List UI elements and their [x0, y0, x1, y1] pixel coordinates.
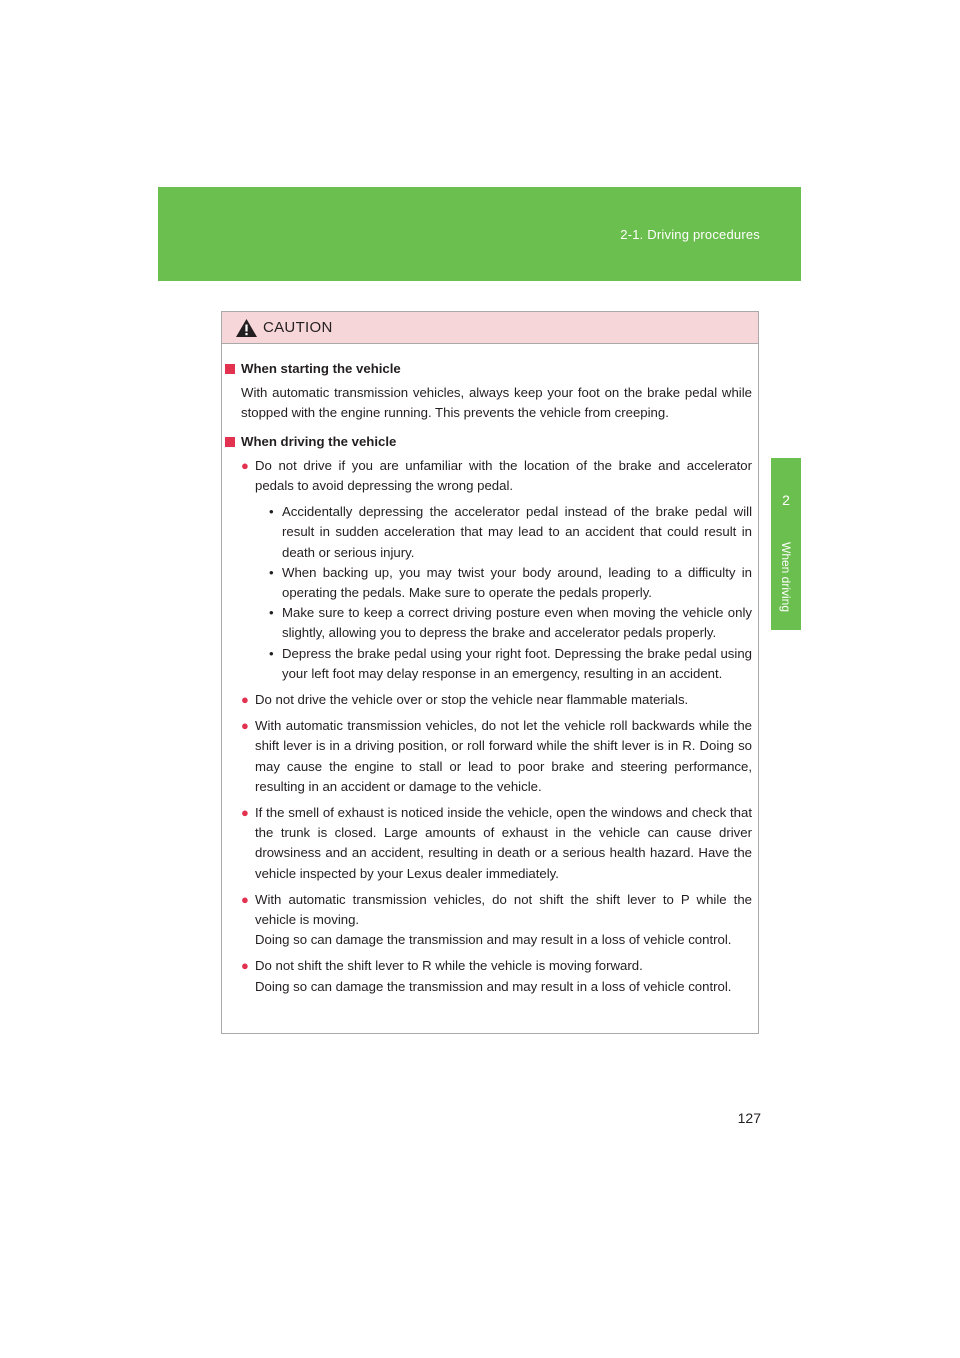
- sub-list-item: • Accidentally depressing the accelerator pedal instead of the brake pedal will result in sudden acceleration that may lead to an accident that could result in death or serious injury.: [269, 504, 752, 560]
- sub-list-item: • Depress the brake pedal using your right foot. Depressing the brake pedal using your left foot may delay response in an emergency, resulting in an accident.: [269, 645, 752, 681]
- list-item: ● Do not drive the vehicle over or stop the vehicle near flammable materials.: [225, 690, 752, 710]
- circle-bullet-icon: ●: [241, 692, 249, 708]
- circle-bullet-icon: ●: [241, 958, 249, 974]
- sub-list-item: • When backing up, you may twist your body around, leading to a difficulty in operating the pedals. Make sure to operate the pedals properly.: [269, 564, 752, 601]
- sub-list-item: • Make sure to keep a correct driving posture even when moving the vehicle only slightly, allowing you to depress the brake and accelerator pedals properly.: [269, 605, 752, 641]
- section-heading: When driving the vehicle: [225, 432, 752, 452]
- circle-bullet-icon: ●: [241, 457, 249, 473]
- list-item: ● Do not shift the shift lever to R while the vehicle is moving forward. Doing so can damage the transmission and may result in a loss of vehicle control.: [225, 956, 752, 996]
- sub-list: [225, 502, 752, 684]
- list-item: ● Do not drive if you are unfamiliar with the location of the brake and accelerator pedals to avoid depressing the wrong pedal.: [225, 456, 752, 496]
- caution-box: [221, 311, 759, 1034]
- section-text: With automatic transmission vehicles, always keep your foot on the brake pedal while stopped with the engine running. This prevents the vehicle from creeping.: [241, 385, 752, 421]
- list-item: ● With automatic transmission vehicles, do not shift the shift lever to P while the vehicle is moving. Doing so can damage the transmission and may result in a loss of vehicle control.: [225, 890, 752, 951]
- section-title: 2-1. Driving procedures: [620, 227, 760, 242]
- page-number: 127: [737, 1110, 761, 1126]
- list-item: ● If the smell of exhaust is noticed inside the vehicle, open the windows and check that the trunk is closed. Large amounts of exhaust in the vehicle can cause driver drowsiness and an accident, resulting in death or a serious health hazard. Have the vehicle inspected by your Lexus dealer immediately.: [225, 803, 752, 884]
- circle-bullet-icon: ●: [241, 891, 249, 907]
- caution-body: [222, 344, 758, 997]
- circle-bullet-icon: ●: [241, 805, 249, 821]
- warning-icon: [235, 318, 258, 338]
- square-bullet-icon: [225, 437, 235, 447]
- chapter-tab[interactable]: [771, 458, 801, 630]
- circle-bullet-icon: ●: [241, 718, 249, 734]
- chapter-label: When driving: [779, 542, 793, 613]
- caution-title: CAUTION: [263, 319, 333, 336]
- section-heading: When starting the vehicle: [225, 359, 752, 379]
- caution-header: [222, 312, 758, 344]
- square-bullet-icon: [225, 364, 235, 374]
- list-item: ● With automatic transmission vehicles, do not let the vehicle roll backwards while the shift lever is in a driving position, or roll forward while the shift lever is in R. Doing so may cause the engine to stall or lead to poor brake and steering performance, resulting in an accident or damage to the vehicle.: [225, 716, 752, 797]
- chapter-number: 2: [782, 492, 790, 508]
- header-band: [158, 187, 801, 281]
